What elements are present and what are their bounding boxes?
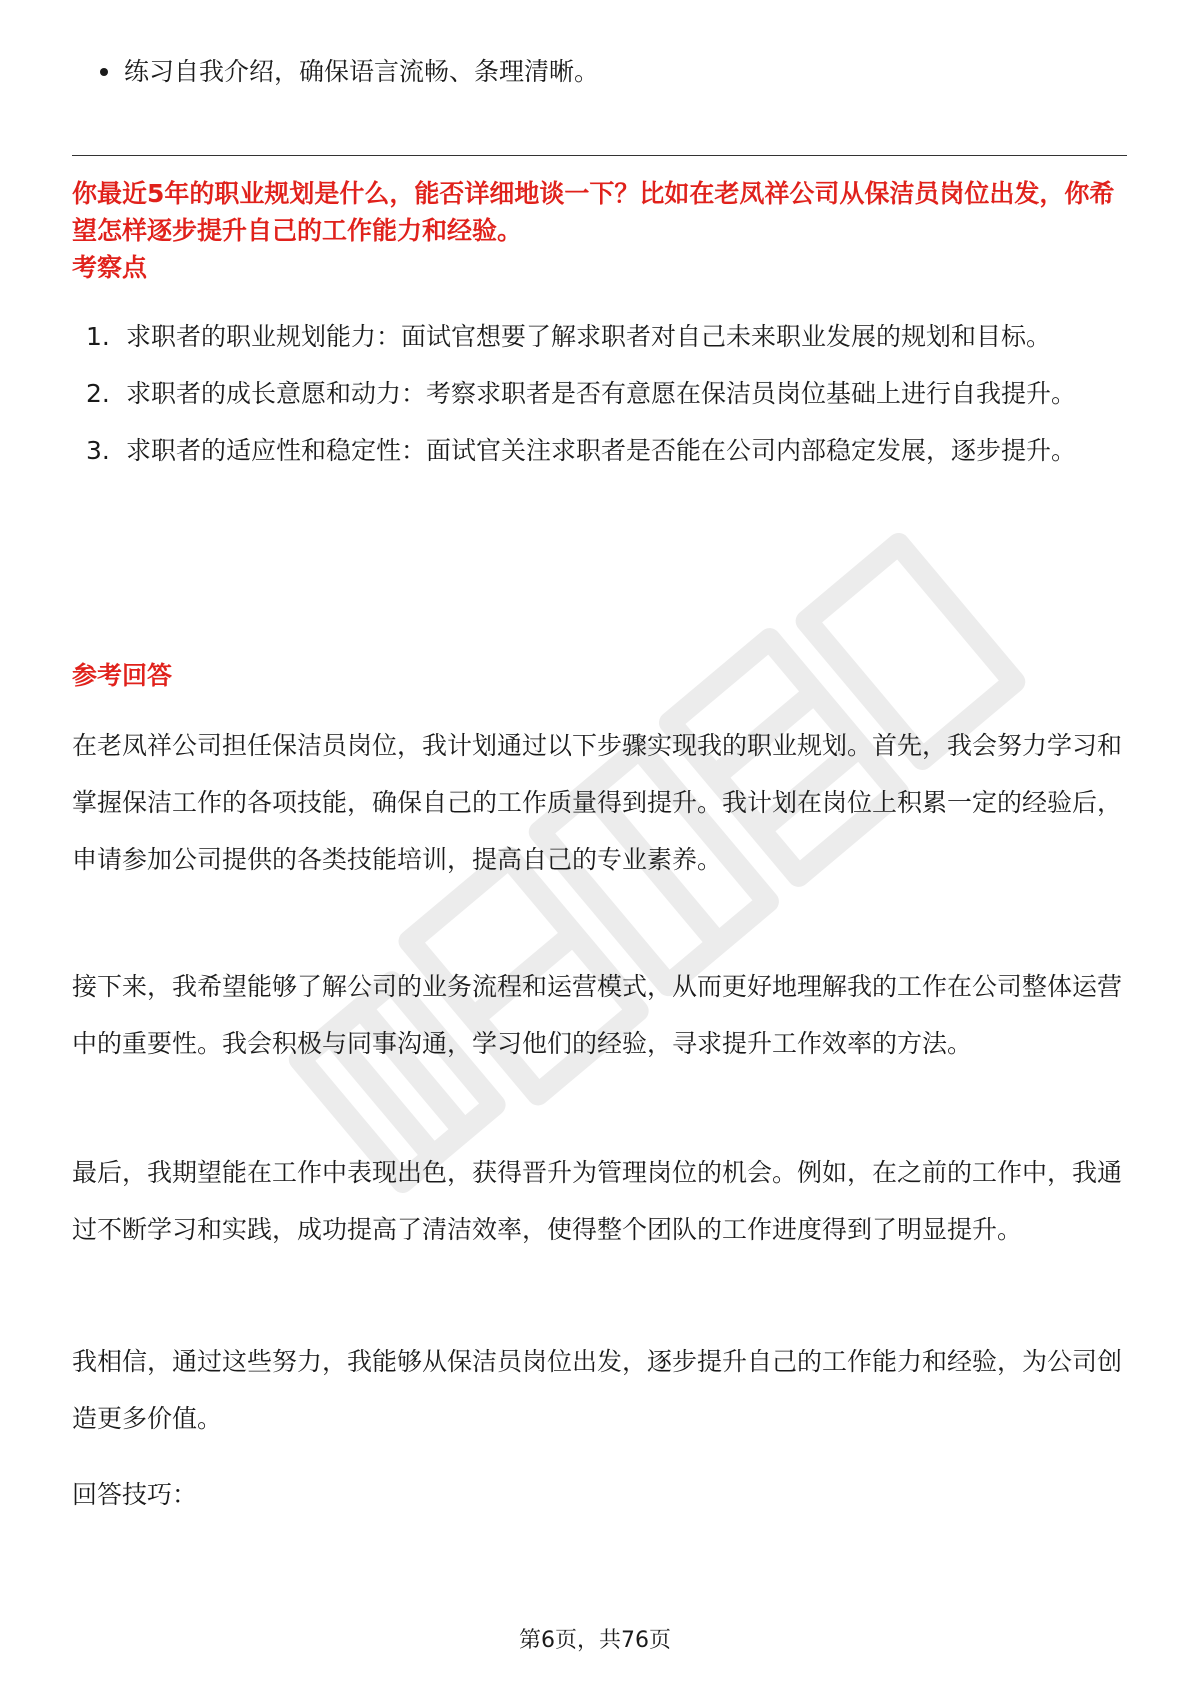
point-text: 求职者的成长意愿和动力：考察求职者是否有意愿在保洁员岗位基础上进行自我提升。 — [126, 379, 1077, 408]
section-divider — [72, 155, 1127, 156]
point-text: 求职者的适应性和稳定性：面试官关注求职者是否能在公司内部稳定发展，逐步提升。 — [126, 436, 1077, 465]
question-title: 你最近5年的职业规划是什么，能否详细地谈一下？比如在老凤祥公司从保洁员岗位出发，你希望怎样逐步提升自己的工作能力和经验。 — [72, 179, 1115, 245]
answer-heading: 参考回答 — [72, 661, 173, 690]
points-heading: 考察点 — [72, 253, 148, 282]
page-footer: 第6页，共76页 — [519, 1628, 671, 1653]
point-item — [72, 365, 1132, 422]
points-list — [72, 308, 1132, 479]
point-item — [72, 422, 1132, 479]
tips-heading: 回答技巧： — [72, 1480, 198, 1509]
bullet-dot-icon — [100, 68, 108, 76]
point-number: 1. — [86, 322, 110, 351]
point-number: 3. — [86, 436, 110, 465]
point-item — [72, 308, 1132, 365]
answer-paragraph: 我相信，通过这些努力，我能够从保洁员岗位出发，逐步提升自己的工作能力和经验，为公司创造更多价值。 — [72, 1347, 1123, 1433]
answer-paragraph: 最后，我期望能在工作中表现出色，获得晋升为管理岗位的机会。例如，在之前的工作中，我通过不断学习和实践，成功提高了清洁效率，使得整个团队的工作进度得到了明显提升。 — [72, 1158, 1123, 1244]
point-number: 2. — [86, 379, 110, 408]
point-text: 求职者的职业规划能力：面试官想要了解求职者对自己未来职业发展的规划和目标。 — [126, 322, 1052, 351]
answer-paragraph: 接下来，我希望能够了解公司的业务流程和运营模式，从而更好地理解我的工作在公司整体运营中的重要性。我会积极与同事沟通，学习他们的经验，寻求提升工作效率的方法。 — [72, 972, 1123, 1058]
answer-paragraph: 在老凤祥公司担任保洁员岗位，我计划通过以下步骤实现我的职业规划。首先，我会努力学习和掌握保洁工作的各项技能，确保自己的工作质量得到提升。我计划在岗位上积累一定的经验后，申请参加公司提供的各类技能培训，提高自己的专业素养。 — [72, 731, 1123, 874]
top-bullet-text: 练习自我介绍，确保语言流畅、条理清晰。 — [124, 57, 600, 86]
top-bullet-item — [100, 52, 599, 92]
